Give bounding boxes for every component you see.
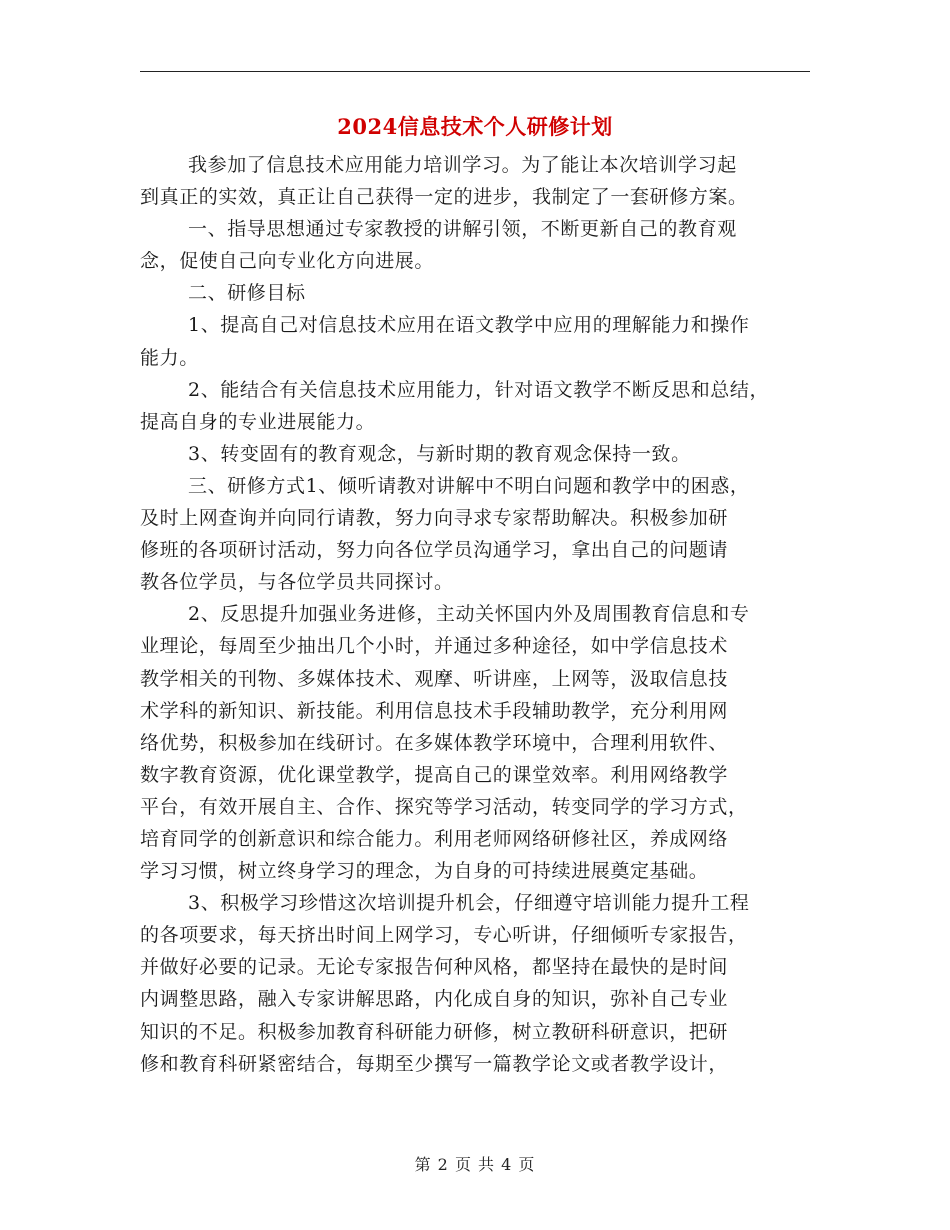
text-line: 二、研修目标 xyxy=(188,282,306,305)
document-title: 2024信息技术个人研修计划 xyxy=(337,114,613,139)
page-footer: 第 2 页 共 4 页 xyxy=(414,1155,536,1174)
text-line: 能力。 xyxy=(140,346,199,369)
text-line: 3、转变固有的教育观念，与新时期的教育观念保持一致。 xyxy=(188,442,691,465)
text-line: 络优势，积极参加在线研讨。在多媒体教学环境中，合理利用软件、 xyxy=(140,731,729,754)
text-line: 2、反思提升加强业务进修，主动关怀国内外及周围教育信息和专 xyxy=(188,603,750,626)
text-line: 并做好必要的记录。无论专家报告何种风格，都坚持在最快的是时间 xyxy=(140,956,729,979)
text-line: 三、研修方式1、倾听请教对讲解中不明白问题和教学中的困惑， xyxy=(188,474,750,497)
text-line: 修和教育科研紧密结合，每期至少撰写一篇教学论文或者教学设计， xyxy=(140,1052,729,1075)
text-line: 念，促使自己向专业化方向进展。 xyxy=(140,250,435,273)
text-line: 知识的不足。积极参加教育科研能力研修，树立教研科研意识，把研 xyxy=(140,1020,729,1043)
text-line: 教学相关的刊物、多媒体技术、观摩、听讲座，上网等，汲取信息技 xyxy=(140,667,729,690)
text-line: 一、指导思想通过专家教授的讲解引领，不断更新自己的教育观 xyxy=(188,218,737,241)
text-line: 到真正的实效，真正让自己获得一定的进步，我制定了一套研修方案。 xyxy=(140,186,748,209)
text-line: 2、能结合有关信息技术应用能力，针对语文教学不断反思和总结， xyxy=(188,378,770,401)
text-line: 及时上网查询并向同行请教，努力向寻求专家帮助解决。积极参加研 xyxy=(140,507,729,530)
document-body xyxy=(140,149,820,1080)
text-line: 内调整思路，融入专家讲解思路，内化成自身的知识，弥补自己专业 xyxy=(140,988,729,1011)
text-line: 学习习惯，树立终身学习的理念，为自身的可持续进展奠定基础。 xyxy=(140,860,709,883)
text-line: 术学科的新知识、新技能。利用信息技术手段辅助教学，充分利用网 xyxy=(140,699,729,722)
text-line: 我参加了信息技术应用能力培训学习。为了能让本次培训学习起 xyxy=(188,154,737,176)
text-line: 教各位学员，与各位学员共同探讨。 xyxy=(140,571,454,594)
header-rule xyxy=(140,71,810,72)
text-line: 提高自身的专业进展能力。 xyxy=(140,410,376,433)
text-line: 修班的各项研讨活动，努力向各位学员沟通学习，拿出自己的问题请 xyxy=(140,539,729,562)
text-line: 业理论，每周至少抽出几个小时，并通过多种途径，如中学信息技术 xyxy=(140,635,729,658)
text-line: 1、提高自己对信息技术应用在语文教学中应用的理解能力和操作 xyxy=(188,314,750,337)
text-line: 3、积极学习珍惜这次培训提升机会，仔细遵守培训能力提升工程 xyxy=(188,892,750,915)
text-line: 数字教育资源，优化课堂教学，提高自己的课堂效率。利用网络教学 xyxy=(140,763,729,786)
text-line: 培育同学的创新意识和综合能力。利用老师网络研修社区，养成网络 xyxy=(140,827,729,850)
text-line: 的各项要求，每天挤出时间上网学习，专心听讲，仔细倾听专家报告， xyxy=(140,924,748,947)
text-line: 平台，有效开展自主、合作、探究等学习活动，转变同学的学习方式， xyxy=(140,795,748,818)
